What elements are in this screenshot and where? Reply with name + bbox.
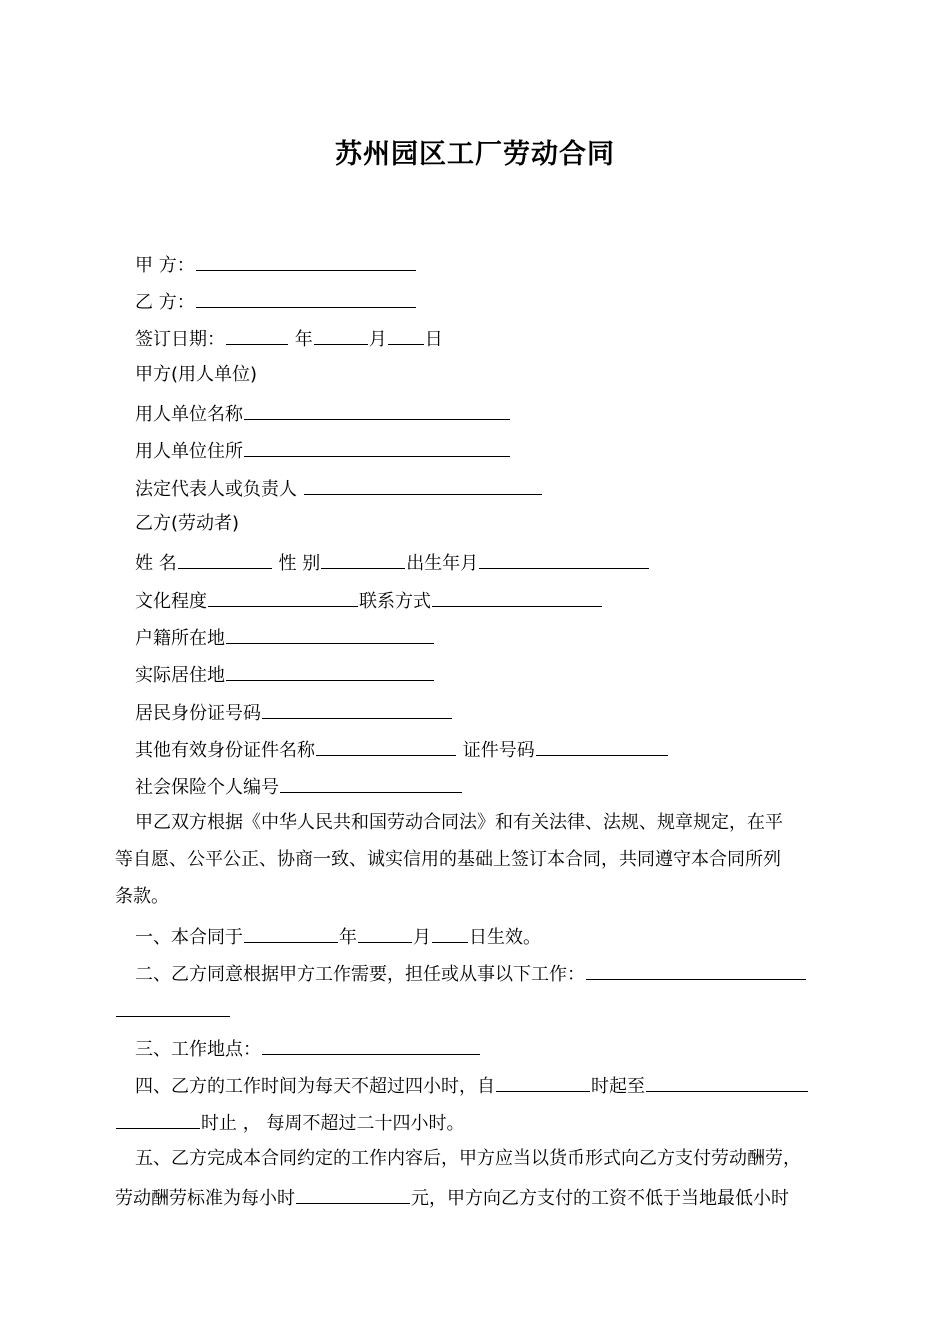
clause-1-year-label: 年 — [339, 927, 357, 948]
sign-year-blank — [226, 326, 288, 345]
sign-date-line — [135, 326, 443, 351]
employer-address-blank — [244, 438, 510, 457]
clause-4-line — [135, 1073, 809, 1098]
employer-name-blank — [244, 401, 510, 420]
clause-3-text: 三、工作地点： — [135, 1039, 261, 1060]
employer-name-label: 用人单位名称 — [135, 404, 243, 425]
other-id-name-label: 其他有效身份证件名称 — [135, 740, 315, 761]
hukou-line — [135, 625, 435, 650]
clause-1-year-blank — [244, 924, 338, 943]
clause-4-start-blank — [496, 1073, 590, 1092]
education-contact-line — [135, 588, 603, 613]
employee-section-heading: 乙方(劳动者) — [135, 513, 240, 534]
clause-2-blank — [586, 961, 806, 980]
clause-5-line-1: 五、乙方完成本合同约定的工作内容后，甲方应当以货币形式向乙方支付劳动酬劳， — [135, 1148, 801, 1169]
party-b-label: 乙 方： — [135, 292, 195, 313]
social-security-label: 社会保险个人编号 — [135, 777, 279, 798]
party-b-blank — [196, 289, 416, 308]
clause-3-line — [135, 1036, 481, 1061]
hukou-blank — [226, 625, 434, 644]
clause-2-continuation — [115, 998, 840, 1023]
legal-rep-label: 法定代表人或负责人 — [135, 479, 297, 500]
other-id-name-blank — [316, 737, 456, 756]
clause-5-wage-blank — [296, 1185, 410, 1204]
social-security-blank — [280, 774, 462, 793]
clause-4-end-blank-continued — [116, 1110, 200, 1129]
id-no-blank — [536, 737, 668, 756]
clause-5-prefix: 劳动酬劳标准为每小时 — [115, 1188, 295, 1209]
clause-1-month-blank — [358, 924, 412, 943]
employee-name-blank — [178, 550, 272, 569]
legal-rep-blank — [304, 476, 542, 495]
clause-4-suffix: 时止 ， 每周不超过二十四小时。 — [201, 1113, 465, 1134]
clause-4-text: 四、乙方的工作时间为每天不超过四小时，自 — [135, 1076, 495, 1097]
clause-1-prefix: 一、本合同于 — [135, 927, 243, 948]
employee-name-label: 姓 名 — [135, 553, 177, 574]
legal-rep-line — [135, 476, 543, 501]
clause-2-text: 二、乙方同意根据甲方工作需要，担任或从事以下工作： — [135, 964, 585, 985]
residence-label: 实际居住地 — [135, 665, 225, 686]
clause-2-blank-continued — [116, 998, 230, 1017]
party-a-label: 甲 方： — [135, 255, 195, 276]
residence-blank — [226, 662, 434, 681]
sign-day-label: 日 — [424, 329, 443, 350]
sign-month-label: 月 — [368, 329, 387, 350]
party-a-blank — [196, 252, 416, 271]
sign-day-blank — [388, 326, 424, 345]
document-title: 苏州园区工厂劳动合同 — [335, 139, 615, 170]
intro-line-2: 等自愿、公平公正、协商一致、诚实信用的基础上签订本合同，共同遵守本合同所列 — [115, 849, 781, 870]
id-number-label: 居民身份证号码 — [135, 703, 261, 724]
clause-3-blank — [262, 1036, 480, 1055]
employee-gender-blank — [321, 550, 405, 569]
party-a-line — [135, 252, 417, 277]
contact-blank — [432, 588, 602, 607]
employer-address-label: 用人单位住所 — [135, 441, 243, 462]
id-number-line — [135, 700, 453, 725]
party-b-line — [135, 289, 417, 314]
clause-1-suffix: 日生效。 — [469, 927, 541, 948]
clause-1-day-blank — [432, 924, 468, 943]
employee-birth-label: 出生年月 — [406, 553, 479, 574]
id-number-blank — [262, 700, 452, 719]
clause-5-line-2 — [115, 1185, 840, 1210]
clause-1-month-label: 月 — [413, 927, 431, 948]
clause-4-end-blank — [646, 1073, 808, 1092]
education-blank — [208, 588, 358, 607]
clause-4-continuation — [115, 1110, 840, 1135]
intro-line-3: 条款。 — [115, 886, 169, 907]
contact-label: 联系方式 — [359, 591, 431, 612]
clause-5-suffix: 元，甲方向乙方支付的工资不低于当地最低小时 — [411, 1188, 789, 1209]
employer-name-line — [135, 401, 511, 426]
social-security-line — [135, 774, 463, 799]
hukou-label: 户籍所在地 — [135, 628, 225, 649]
employee-birth-blank — [479, 550, 649, 569]
employee-basic-line — [135, 550, 650, 575]
sign-year-label: 年 — [294, 329, 313, 350]
education-label: 文化程度 — [135, 591, 207, 612]
intro-line-1: 甲乙双方根据《中华人民共和国劳动合同法》和有关法律、法规、规章规定，在平 — [135, 812, 783, 833]
other-id-line — [135, 737, 669, 762]
employer-address-line — [135, 438, 511, 463]
sign-date-label: 签订日期： — [135, 329, 225, 350]
employee-gender-label: 性 别 — [278, 553, 321, 574]
residence-line — [135, 662, 435, 687]
id-no-label: 证件号码 — [462, 740, 535, 761]
clause-1-line — [135, 924, 541, 949]
employer-section-heading: 甲方(用人单位) — [135, 364, 258, 385]
sign-month-blank — [314, 326, 368, 345]
clause-4-middle: 时起至 — [591, 1076, 645, 1097]
clause-2-line — [135, 961, 807, 986]
